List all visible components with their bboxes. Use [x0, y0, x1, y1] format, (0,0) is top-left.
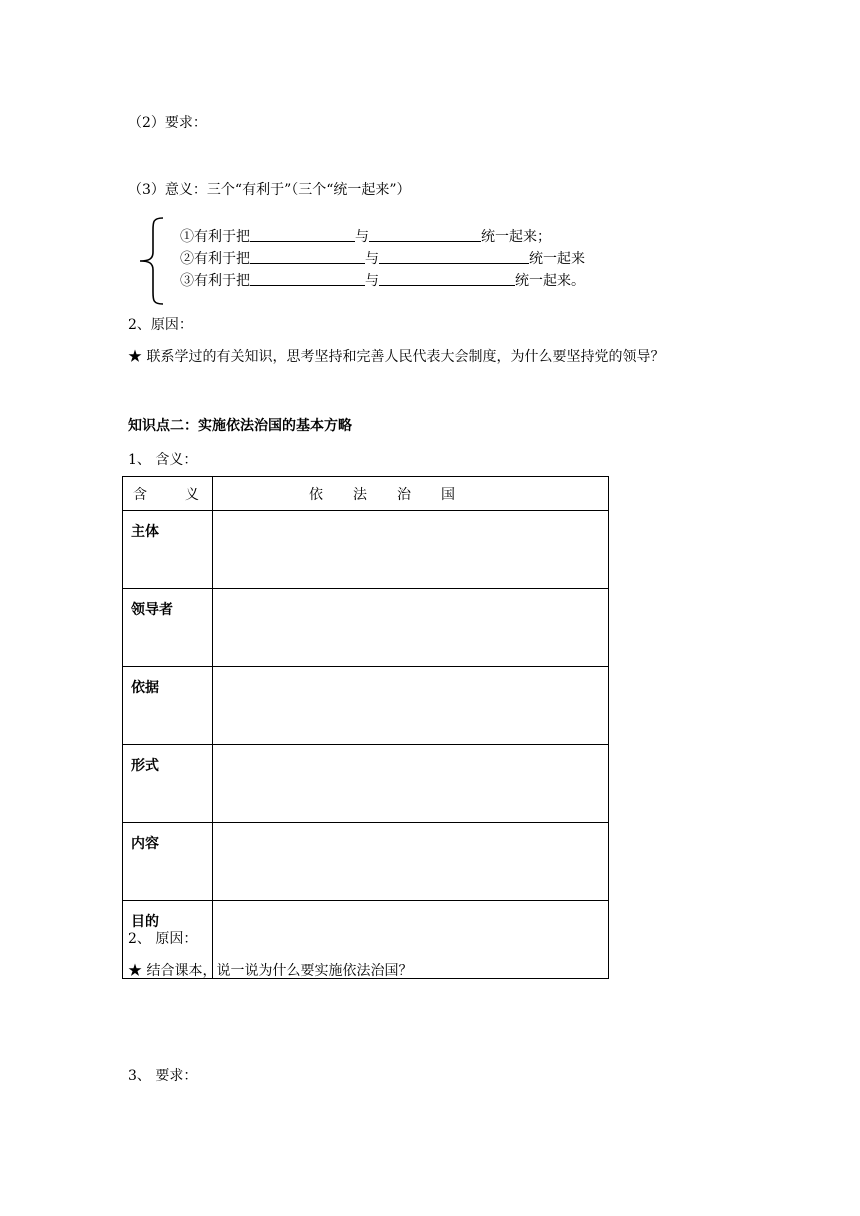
- header-cell-meaning: [123, 477, 213, 511]
- answer-cell[interactable]: [213, 667, 609, 745]
- row-label-purpose: 目的: [123, 901, 213, 979]
- meaning-label: 1、 含义：: [128, 452, 198, 468]
- benefit-item-1-mid: 与: [355, 229, 369, 245]
- benefit-item-1: [180, 227, 551, 246]
- row-label-content: 内容: [123, 823, 213, 901]
- rule-of-law-table: [122, 476, 609, 979]
- header-char: 含: [133, 486, 147, 503]
- row-label-subject: 主体: [123, 511, 213, 589]
- table-row: [123, 823, 609, 901]
- table-row: [123, 589, 609, 667]
- table-row: [123, 511, 609, 589]
- header-char: 法: [353, 486, 367, 503]
- answer-cell[interactable]: [213, 589, 609, 667]
- benefit-item-2: [180, 249, 585, 268]
- row-label-form: 形式: [123, 745, 213, 823]
- benefit-item-2-mid: 与: [365, 251, 379, 267]
- left-brace: [136, 216, 166, 306]
- answer-cell[interactable]: [213, 823, 609, 901]
- answer-cell[interactable]: [213, 745, 609, 823]
- header-char: 治: [397, 486, 411, 503]
- requirement-label-2: 3、 要求：: [128, 1068, 198, 1084]
- header-cell-rule-of-law: [213, 477, 609, 511]
- header-char: 义: [185, 486, 199, 503]
- blank-field[interactable]: [250, 249, 365, 264]
- blank-field[interactable]: [369, 227, 481, 242]
- benefit-item-3-suffix: 统一起来。: [515, 273, 585, 289]
- row-label-leader: 领导者: [123, 589, 213, 667]
- blank-field[interactable]: [379, 249, 529, 264]
- benefit-item-3: [180, 271, 585, 290]
- header-char: 依: [309, 486, 323, 503]
- benefit-item-3-prefix: ③有利于把: [180, 273, 250, 289]
- think-question-1: ★ 联系学过的有关知识，思考坚持和完善人民代表大会制度，为什么要坚持党的领导？: [128, 349, 665, 365]
- row-label-basis: 依据: [123, 667, 213, 745]
- significance-label: （3）意义：三个“有利于”（三个“统一起来”）: [128, 182, 411, 198]
- reason-label-1: 2、原因：: [128, 317, 193, 333]
- requirement-label: （2）要求：: [128, 115, 207, 131]
- table-row: [123, 667, 609, 745]
- reason-label-2: 2、 原因：: [128, 931, 198, 947]
- table-row: [123, 745, 609, 823]
- benefit-item-1-suffix: 统一起来；: [481, 229, 551, 245]
- benefit-item-2-prefix: ②有利于把: [180, 251, 250, 267]
- knowledge-point-heading: 知识点二：实施依法治国的基本方略: [128, 418, 352, 434]
- header-char: 国: [441, 486, 455, 503]
- table-header-row: [123, 477, 609, 511]
- blank-field[interactable]: [250, 271, 365, 286]
- blank-field[interactable]: [250, 227, 355, 242]
- benefit-item-3-mid: 与: [365, 273, 379, 289]
- benefit-item-1-prefix: ①有利于把: [180, 229, 250, 245]
- benefit-item-2-suffix: 统一起来: [529, 251, 585, 267]
- blank-field[interactable]: [379, 271, 515, 286]
- answer-cell[interactable]: [213, 511, 609, 589]
- think-question-2: ★ 结合课本，说一说为什么要实施依法治国？: [128, 963, 413, 979]
